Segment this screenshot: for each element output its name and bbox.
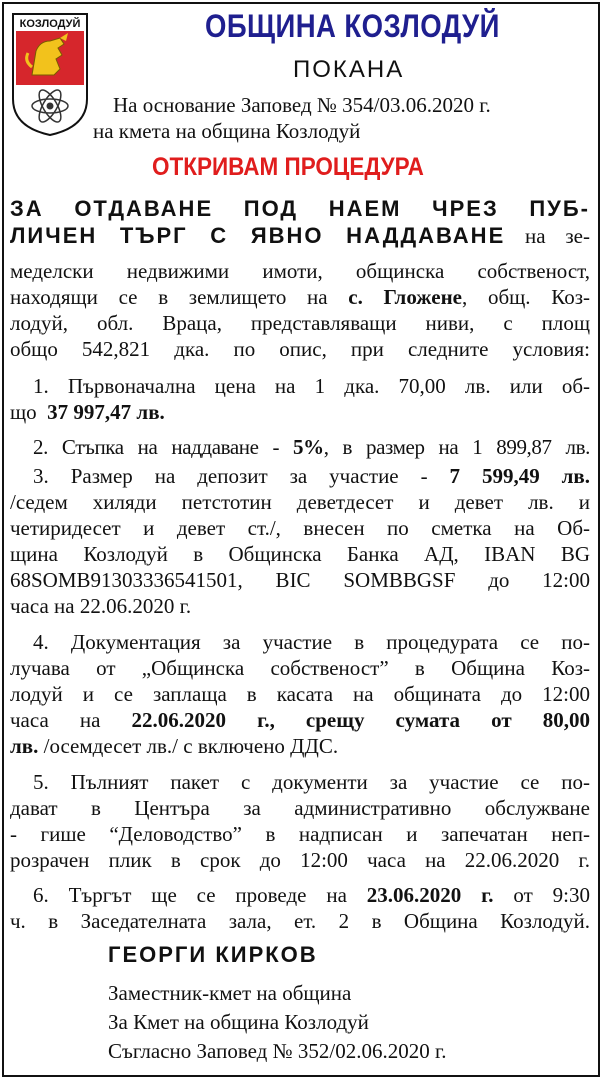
condition-4-line: часа на 22.06.2020 г., срещу сумата от 80,00 — [10, 708, 590, 732]
intro-line: лодуй, обл. Враца, представляващи ниви, с площ — [10, 311, 590, 335]
condition-4-line: лв. /осемдесет лв./ с включено ДДС. — [10, 734, 339, 758]
signatory-role: Заместник-кмет на община — [108, 981, 352, 1005]
invitation-heading: ПОКАНА — [293, 56, 405, 83]
signatory-role: Съгласно Заповед № 352/02.06.2020 г. — [108, 1039, 447, 1063]
crest-label: КОЗЛОДУЙ — [19, 18, 81, 30]
coat-of-arms-icon — [10, 11, 90, 137]
condition-5-line: дават в Центъра за административно обслужване — [10, 796, 590, 820]
condition-6-line: 6. Търгът ще се проведе на 23.06.2020 г. от 9:30 — [33, 883, 590, 907]
procedure-announcement: ОТКРИВАМ ПРОЦЕДУРА — [152, 153, 424, 181]
condition-2: 2. Стъпка на наддаване - 5%, в размер на 1 899,87 лв. — [33, 435, 591, 459]
signatory-name: ГЕОРГИ КИРКОВ — [108, 942, 318, 967]
condition-4-line: лодуй и се заплаща в касата на общината до 12:00 — [10, 682, 590, 706]
condition-1-line: що 37 997,47 лв. — [10, 400, 165, 424]
intro-line: находящи се в землището на с. Гложене, общ. Коз- — [10, 285, 590, 309]
condition-3-line: /седем хиляди петстотин деветдесет и девет лв. и — [10, 490, 590, 514]
condition-1-line: 1. Първоначална цена на 1 дка. 70,00 лв. или об- — [33, 374, 590, 398]
condition-3-line: 3. Размер на депозит за участие - 7 599,49 лв. — [33, 464, 591, 488]
condition-5-line: розрачен плик в срок до 12:00 часа на 22.06.2020 г. — [10, 848, 590, 872]
signatory-role: За Кмет на община Козлодуй — [108, 1010, 369, 1034]
condition-3-line: щина Козлодуй в Общинска Банка АД, IBAN BG — [10, 542, 590, 566]
condition-6-line: ч. в Заседателната зала, ет. 2 в Община Козлодуй. — [10, 909, 590, 933]
municipality-title: ОБЩИНА КОЗЛОДУЙ — [205, 8, 500, 44]
order-basis-line: На основание Заповед № 354/03.06.2020 г. — [113, 93, 491, 117]
condition-5-line: - гише “Деловодство” в надписан и запечатан неп- — [10, 822, 590, 846]
condition-4-line: лучава от „Общинска собственост” в Община Коз- — [10, 656, 590, 680]
condition-4-line: 4. Документация за участие в процедурата се по- — [33, 630, 590, 654]
condition-3-line: часа на 22.06.2020 г. — [10, 594, 192, 618]
intro-line: общо 542,821 дка. по опис, при следните условия: — [10, 337, 590, 361]
condition-5-line: 5. Пълният пакет с документи за участие се по- — [33, 770, 590, 794]
condition-3-line: 68SOMB91303336541501, BIC SOMBBGSF до 12:00 — [10, 568, 590, 592]
order-basis-line: на кмета на община Козлодуй — [93, 119, 361, 143]
intro-line: ЛИЧЕН ТЪРГ С ЯВНО НАДДАВАНЕ на зе- — [10, 223, 590, 248]
condition-3-line: четиридесет и девет ст./, внесен по сметка на Об- — [10, 516, 590, 540]
intro-line: ЗА ОТДАВАНЕ ПОД НАЕМ ЧРЕЗ ПУБ- — [10, 196, 590, 221]
intro-line: меделски недвижими имоти, общинска собственост, — [10, 259, 590, 283]
